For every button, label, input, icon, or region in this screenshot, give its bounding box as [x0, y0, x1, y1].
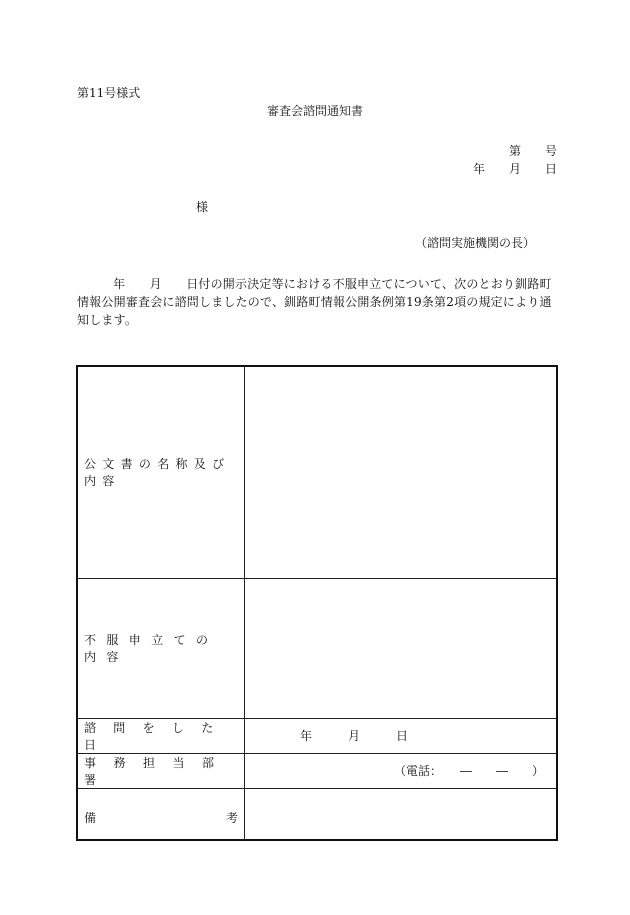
sender-line: （諮問実施機関の長）: [415, 236, 536, 250]
remarks-label-second: 考: [225, 810, 238, 825]
addressee-line: 様: [196, 200, 209, 214]
document-number-line: 第 号: [509, 144, 558, 158]
remarks-value-cell[interactable]: [245, 788, 558, 840]
department-phone-value[interactable]: （電話： ― ― ）: [245, 753, 558, 788]
objection-content-value-cell[interactable]: [245, 578, 558, 718]
remarks-label-first: 備: [84, 810, 97, 825]
row-label-department: [77, 753, 245, 788]
row-label-text: 公文書の名称及び内容: [84, 457, 231, 489]
row-label-text: 不服申立ての内容: [84, 633, 219, 664]
table-row: [77, 788, 557, 840]
row-label-remarks: [77, 788, 245, 840]
row-label-text: 諮問をした日: [84, 720, 231, 752]
table-row: [77, 753, 557, 788]
notification-table: [76, 365, 558, 841]
form-number: 第11号様式: [77, 86, 141, 100]
row-label-consultation-date: [77, 718, 245, 753]
document-date-line: 年 月 日: [473, 162, 558, 176]
row-label-text: 事務担当部署: [84, 755, 232, 787]
table-row: [77, 366, 557, 578]
row-label-objection-content: [77, 578, 245, 718]
table-row: [77, 718, 557, 753]
consultation-date-value[interactable]: 年 月 日: [245, 718, 558, 753]
row-label-document-name: [77, 366, 245, 578]
table-row: [77, 578, 557, 718]
document-name-value-cell[interactable]: [245, 366, 558, 578]
document-title: 審査会諮問通知書: [266, 104, 363, 118]
body-paragraph: 年 月 日付の開示決定等における不服申立てについて、次のとおり釧路町情報公開審査会に諮問しましたので、釧路町情報公開条例第19条第2項の規定により通知します。: [77, 277, 552, 327]
